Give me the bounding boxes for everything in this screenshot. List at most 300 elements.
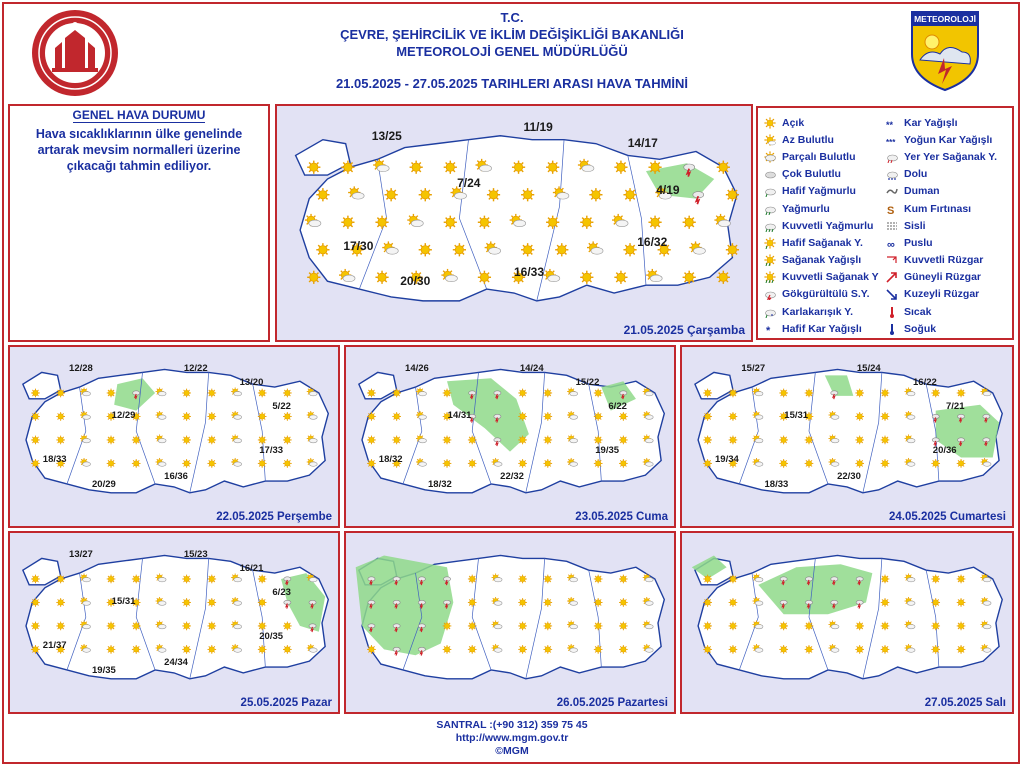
ministry-seal — [30, 8, 120, 98]
sun-symbol — [855, 622, 864, 631]
sun-symbol — [546, 216, 559, 229]
legend-label: Yoğun Kar Yağışlı — [904, 133, 993, 146]
temperature-label: 21/37 — [42, 640, 67, 652]
legend-item — [764, 131, 879, 148]
sun-symbol — [56, 389, 65, 398]
sun-symbol — [283, 459, 292, 468]
sun-symbol — [543, 598, 552, 607]
snow-icon — [886, 117, 898, 129]
sun-symbol — [555, 243, 568, 256]
temperature-label: 13/20 — [239, 377, 264, 389]
turkey-map — [346, 533, 674, 712]
sun-symbol — [779, 459, 788, 468]
legend-label: Kar Yağışlı — [904, 116, 958, 129]
legend-label: Duman — [904, 185, 940, 198]
legend-item — [886, 320, 997, 337]
legend-item — [764, 252, 879, 269]
sun-symbol — [703, 436, 712, 445]
smoke-icon — [886, 185, 898, 197]
legend-label: Yer Yer Sağanak Y. — [904, 150, 998, 163]
temperature-label: 16/32 — [637, 234, 668, 249]
legend-label: Açık — [782, 116, 805, 129]
sun-symbol — [107, 389, 116, 398]
sun-symbol — [779, 436, 788, 445]
sun-symbol — [132, 459, 141, 468]
legend-label: Kum Fırtınası — [904, 202, 972, 215]
sun-symbol — [132, 622, 141, 631]
sun-symbol — [283, 436, 292, 445]
sun-symbol — [881, 389, 890, 398]
thrace-outline — [23, 372, 61, 398]
sun-symbol — [805, 645, 814, 654]
sun-symbol — [589, 188, 602, 201]
sun-symbol — [931, 575, 940, 584]
sun-symbol — [855, 412, 864, 421]
turkey-map — [277, 106, 751, 340]
sun-symbol — [594, 412, 603, 421]
sun-cloud-icon — [764, 134, 776, 146]
sun-symbol — [31, 459, 40, 468]
legend-item — [764, 200, 879, 217]
sun-symbol — [367, 645, 376, 654]
sun-symbol — [543, 412, 552, 421]
sun-symbol — [56, 598, 65, 607]
sun-symbol — [132, 645, 141, 654]
svg-text:*: * — [771, 313, 773, 318]
temperature-label: 19/35 — [92, 665, 116, 677]
sun-symbol — [258, 575, 267, 584]
sun-symbol — [543, 459, 552, 468]
legend-column-1 — [764, 114, 879, 337]
sun-symbol — [468, 598, 477, 607]
map-date-caption: 21.05.2025 Çarşamba — [623, 323, 745, 337]
svg-text:**: ** — [886, 119, 894, 129]
sun-symbol — [703, 459, 712, 468]
sun-symbol — [419, 243, 432, 256]
legend-item — [886, 166, 997, 183]
legend-item — [764, 303, 879, 320]
header-tc: T.C. — [500, 10, 524, 25]
thrace-outline — [296, 140, 351, 175]
sun-symbol — [487, 188, 500, 201]
sun-symbol — [703, 598, 712, 607]
legend-label: Kuzeyli Rüzgar — [904, 288, 980, 301]
sun-symbol — [703, 645, 712, 654]
temperature-label: 22/30 — [837, 470, 861, 482]
legend-item — [764, 183, 879, 200]
temperature-label: 15/22 — [575, 377, 600, 389]
sun-symbol — [881, 575, 890, 584]
turkey-map — [346, 347, 674, 526]
temperature-label: 15/24 — [856, 363, 881, 375]
sun-symbol — [31, 622, 40, 631]
sun-symbol — [619, 459, 628, 468]
legend-label: Kuvvetli Sağanak Y — [782, 271, 879, 284]
temperature-label: 20/29 — [92, 479, 116, 491]
sun-symbol — [375, 216, 388, 229]
sun-symbol — [623, 188, 636, 201]
sun-symbol — [367, 436, 376, 445]
sun-symbol — [207, 389, 216, 398]
legend-box — [756, 106, 1014, 340]
sun-symbol — [957, 622, 966, 631]
rain-icon — [764, 203, 776, 215]
sun-symbol — [619, 412, 628, 421]
legend-item — [764, 148, 879, 165]
sun-symbol — [56, 575, 65, 584]
sun-symbol — [419, 188, 432, 201]
sun-symbol — [31, 645, 40, 654]
map-date-caption: 27.05.2025 Salı — [924, 697, 1006, 709]
sun-symbol — [443, 622, 452, 631]
sun-symbol — [207, 645, 216, 654]
temperature-label: 15/31 — [784, 409, 809, 421]
general-weather-box — [8, 104, 270, 342]
sun-symbol — [703, 622, 712, 631]
legend-label: Kuvvetli Rüzgar — [904, 254, 984, 267]
header-directorate: METEOROLOJİ GENEL MÜDÜRLÜĞÜ — [396, 44, 628, 59]
light-rain-icon — [764, 185, 776, 197]
sun-symbol — [729, 436, 738, 445]
sun-symbol — [931, 459, 940, 468]
sun-symbol — [594, 436, 603, 445]
temperature-label: 18/33 — [764, 479, 789, 491]
sun-symbol — [283, 645, 292, 654]
temperature-label: 15/23 — [183, 549, 208, 561]
sun-symbol — [717, 161, 730, 174]
svg-text:∞: ∞ — [887, 238, 895, 249]
svg-text:S: S — [887, 204, 895, 215]
temperature-label: 16/21 — [239, 563, 264, 575]
sun-symbol — [683, 271, 696, 284]
forecast-map-day3 — [344, 345, 676, 528]
sun-symbol — [805, 436, 814, 445]
sun-symbol — [56, 412, 65, 421]
temperature-label: 17/30 — [343, 239, 374, 254]
sun-symbol — [367, 389, 376, 398]
map-date-caption: 22.05.2025 Perşembe — [216, 511, 332, 523]
temperature-label: 13/27 — [69, 549, 93, 561]
temperature-label: 22/32 — [500, 470, 524, 482]
footer-url[interactable]: http://www.mgm.gov.tr — [455, 732, 569, 744]
sun-symbol — [594, 598, 603, 607]
sun-symbol — [444, 161, 457, 174]
sun-symbol — [31, 436, 40, 445]
sun-symbol — [258, 412, 267, 421]
map-date-caption: 23.05.2025 Cuma — [575, 511, 668, 523]
sun-symbol — [805, 389, 814, 398]
sun-symbol — [729, 412, 738, 421]
sun-symbol — [683, 216, 696, 229]
legend-label: Hafif Sağanak Y. — [782, 236, 863, 249]
forecast-map-day7 — [680, 531, 1014, 714]
sun-symbol — [855, 389, 864, 398]
sun-symbol — [453, 243, 466, 256]
sun-symbol — [619, 598, 628, 607]
thrace-outline — [359, 372, 397, 398]
north-wind-icon — [886, 288, 898, 300]
sun-symbol — [283, 622, 292, 631]
sun-symbol — [207, 622, 216, 631]
sun-symbol — [614, 271, 627, 284]
legend-label: Parçalı Bulutlu — [782, 150, 856, 163]
sun-symbol — [367, 459, 376, 468]
sun-symbol — [341, 161, 354, 174]
legend-label: Puslu — [904, 236, 933, 249]
sun-symbol — [729, 645, 738, 654]
temperature-label: 12/28 — [69, 363, 93, 375]
sun-symbol — [375, 271, 388, 284]
sun-symbol — [468, 622, 477, 631]
sun-symbol — [957, 645, 966, 654]
sun-symbol — [518, 575, 527, 584]
legend-item — [764, 320, 879, 337]
forecast-map-day5 — [8, 531, 340, 714]
turkey-map — [682, 347, 1012, 526]
sun-symbol — [779, 389, 788, 398]
sun-symbol — [623, 243, 636, 256]
legend-item — [886, 234, 997, 251]
header-ministry: ÇEVRE, ŞEHİRCİLİK VE İKLİM DEĞİŞİKLİĞİ BAKANLIĞI — [340, 27, 684, 42]
sun-symbol — [512, 161, 525, 174]
sun-symbol — [518, 622, 527, 631]
logo-text: METEOROLOJİ — [914, 14, 976, 24]
thrace-outline — [695, 372, 733, 398]
sun-symbol — [468, 575, 477, 584]
temperature-label: 20/36 — [932, 445, 957, 457]
sun-symbol — [805, 459, 814, 468]
turkey-map — [10, 533, 338, 712]
partly-cloudy-icon — [764, 151, 776, 163]
temperature-label: 12/22 — [183, 363, 208, 375]
legend-label: Sisli — [904, 219, 926, 232]
temperature-label: 12/29 — [111, 409, 136, 421]
sun-symbol — [385, 188, 398, 201]
legend-label: Soğuk — [904, 322, 937, 335]
legend-item — [764, 166, 879, 183]
sun-symbol — [31, 598, 40, 607]
sun-symbol — [518, 598, 527, 607]
sun-symbol — [703, 575, 712, 584]
sun-symbol — [855, 645, 864, 654]
sun-symbol — [543, 436, 552, 445]
forecast-map-day2 — [8, 345, 340, 528]
temperature-label: 18/32 — [428, 479, 452, 491]
sun-symbol — [518, 645, 527, 654]
sun-symbol — [729, 575, 738, 584]
temperature-label: 20/30 — [400, 274, 431, 289]
sun-symbol — [521, 243, 534, 256]
legend-item — [886, 303, 997, 320]
sleet-icon — [764, 306, 776, 318]
sun-symbol — [392, 412, 401, 421]
legend-label: Dolu — [904, 168, 928, 181]
sun-symbol — [56, 436, 65, 445]
sun-symbol — [881, 598, 890, 607]
temperature-label: 18/33 — [42, 454, 67, 466]
sun-symbol — [619, 645, 628, 654]
sun-symbol — [594, 645, 603, 654]
sun-symbol — [31, 412, 40, 421]
sun-symbol — [392, 389, 401, 398]
sun-symbol — [543, 389, 552, 398]
sun-symbol — [729, 622, 738, 631]
sun-symbol — [468, 436, 477, 445]
sun-symbol — [258, 645, 267, 654]
temperature-label: 19/35 — [595, 445, 620, 457]
sun-symbol — [316, 188, 329, 201]
turkey-map — [682, 533, 1012, 712]
meteoroloji-logo — [910, 8, 980, 92]
sun-symbol — [31, 575, 40, 584]
temperature-label: 15/27 — [741, 363, 766, 375]
sun-symbol — [703, 412, 712, 421]
temperature-label: 14/31 — [447, 409, 472, 421]
sandstorm-icon — [886, 203, 898, 215]
temperature-label: 17/33 — [259, 445, 284, 457]
sun-symbol — [468, 645, 477, 654]
sun-symbol — [31, 389, 40, 398]
general-title: GENEL HAVA DURUMU — [72, 108, 206, 122]
temperature-label: 24/34 — [164, 656, 188, 668]
heavy-snow-icon — [886, 134, 898, 146]
sun-symbol — [182, 436, 191, 445]
legend-item — [764, 114, 879, 131]
legend-item — [886, 183, 997, 200]
sun-symbol — [107, 459, 116, 468]
forecast-map-day4 — [680, 345, 1014, 528]
sun-symbol — [258, 459, 267, 468]
sun-symbol — [56, 622, 65, 631]
temperature-label: 7/21 — [946, 400, 965, 412]
legend-item — [764, 234, 879, 251]
sun-symbol — [648, 216, 661, 229]
sun-symbol — [182, 622, 191, 631]
cold-icon — [886, 323, 898, 335]
legend-label: Güneyli Rüzgar — [904, 271, 982, 284]
legend-label: Çok Bulutlu — [782, 168, 841, 181]
temperature-label: 13/25 — [371, 129, 402, 144]
general-text: Hava sıcaklıklarının ülke genelinde artarak mevsim normalleri üzerine çıkacağı tahmin ediliyor. — [35, 127, 243, 173]
sun-symbol — [881, 459, 890, 468]
sun-symbol — [107, 436, 116, 445]
legend-label: Gökgürültülü S.Y. — [782, 288, 870, 301]
sun-symbol — [931, 645, 940, 654]
sun-symbol — [182, 575, 191, 584]
temperature-label: 5/22 — [272, 400, 291, 412]
legend-item — [886, 200, 997, 217]
sun-symbol — [594, 575, 603, 584]
sun-symbol — [107, 575, 116, 584]
legend-label: Sağanak Yağışlı — [782, 254, 862, 267]
turkey-map — [10, 347, 338, 526]
sun-symbol — [931, 389, 940, 398]
temperature-label: 20/35 — [259, 631, 284, 643]
footer-copyright: ©MGM — [495, 745, 529, 757]
sun-symbol — [726, 188, 739, 201]
thunder-icon — [764, 288, 776, 300]
sun-symbol — [648, 161, 661, 174]
heavy-shower-icon — [764, 271, 776, 283]
sun-symbol — [341, 216, 354, 229]
sun-symbol — [931, 622, 940, 631]
sun-symbol — [207, 412, 216, 421]
sun-symbol — [703, 389, 712, 398]
sun-symbol — [207, 459, 216, 468]
sun-symbol — [957, 389, 966, 398]
sun-symbol — [726, 243, 739, 256]
footer-phone: SANTRAL :(+90 312) 359 75 45 — [436, 719, 588, 731]
sun-symbol — [182, 412, 191, 421]
temperature-label: 11/19 — [523, 120, 553, 135]
sun-symbol — [207, 575, 216, 584]
sun-symbol — [619, 622, 628, 631]
temperature-label: 16/33 — [514, 265, 545, 280]
sun-symbol — [258, 598, 267, 607]
sun-symbol — [307, 271, 320, 284]
sun-symbol — [518, 459, 527, 468]
temperature-label: 7/24 — [457, 176, 481, 191]
forecast-map-day1 — [275, 104, 753, 342]
sun-symbol — [580, 271, 593, 284]
thrace-outline — [23, 558, 61, 584]
sun-symbol — [805, 622, 814, 631]
temperature-label: 14/24 — [519, 363, 544, 375]
legend-label: Kuvvetli Yağmurlu — [782, 219, 874, 232]
sun-symbol — [478, 216, 491, 229]
sun-symbol — [207, 598, 216, 607]
legend-item — [764, 286, 879, 303]
scattered-shower-icon — [886, 151, 898, 163]
sun-symbol — [729, 598, 738, 607]
sun-symbol — [443, 645, 452, 654]
svg-text:***: *** — [886, 137, 896, 146]
sun-symbol — [443, 459, 452, 468]
sun-symbol — [182, 645, 191, 654]
sun-symbol — [307, 161, 320, 174]
sun-symbol — [729, 389, 738, 398]
sun-symbol — [392, 436, 401, 445]
legend-item — [886, 148, 997, 165]
temperature-label: 16/36 — [164, 470, 188, 482]
sun-symbol — [258, 389, 267, 398]
map-date-caption: 25.05.2025 Pazar — [240, 697, 332, 709]
light-snow-icon — [764, 323, 776, 335]
temperature-label: 15/31 — [111, 595, 136, 607]
sun-symbol — [367, 412, 376, 421]
sun-symbol — [546, 161, 559, 174]
legend-item — [886, 286, 997, 303]
sun-symbol — [283, 412, 292, 421]
sun-symbol — [717, 271, 730, 284]
sun-symbol — [614, 161, 627, 174]
sun-symbol — [881, 622, 890, 631]
sun-symbol — [855, 436, 864, 445]
legend-label: Hafif Kar Yağışlı — [782, 322, 862, 335]
sun-symbol — [518, 436, 527, 445]
legend-item — [886, 252, 997, 269]
sun-symbol — [957, 575, 966, 584]
sun-symbol — [132, 436, 141, 445]
strong-wind-icon — [886, 254, 898, 266]
sun-symbol — [543, 622, 552, 631]
sun-symbol — [779, 645, 788, 654]
legend-item — [886, 269, 997, 286]
sun-symbol — [258, 622, 267, 631]
temperature-label: 14/17 — [627, 136, 658, 151]
sun-symbol — [283, 389, 292, 398]
temperature-label: 16/22 — [913, 377, 937, 389]
